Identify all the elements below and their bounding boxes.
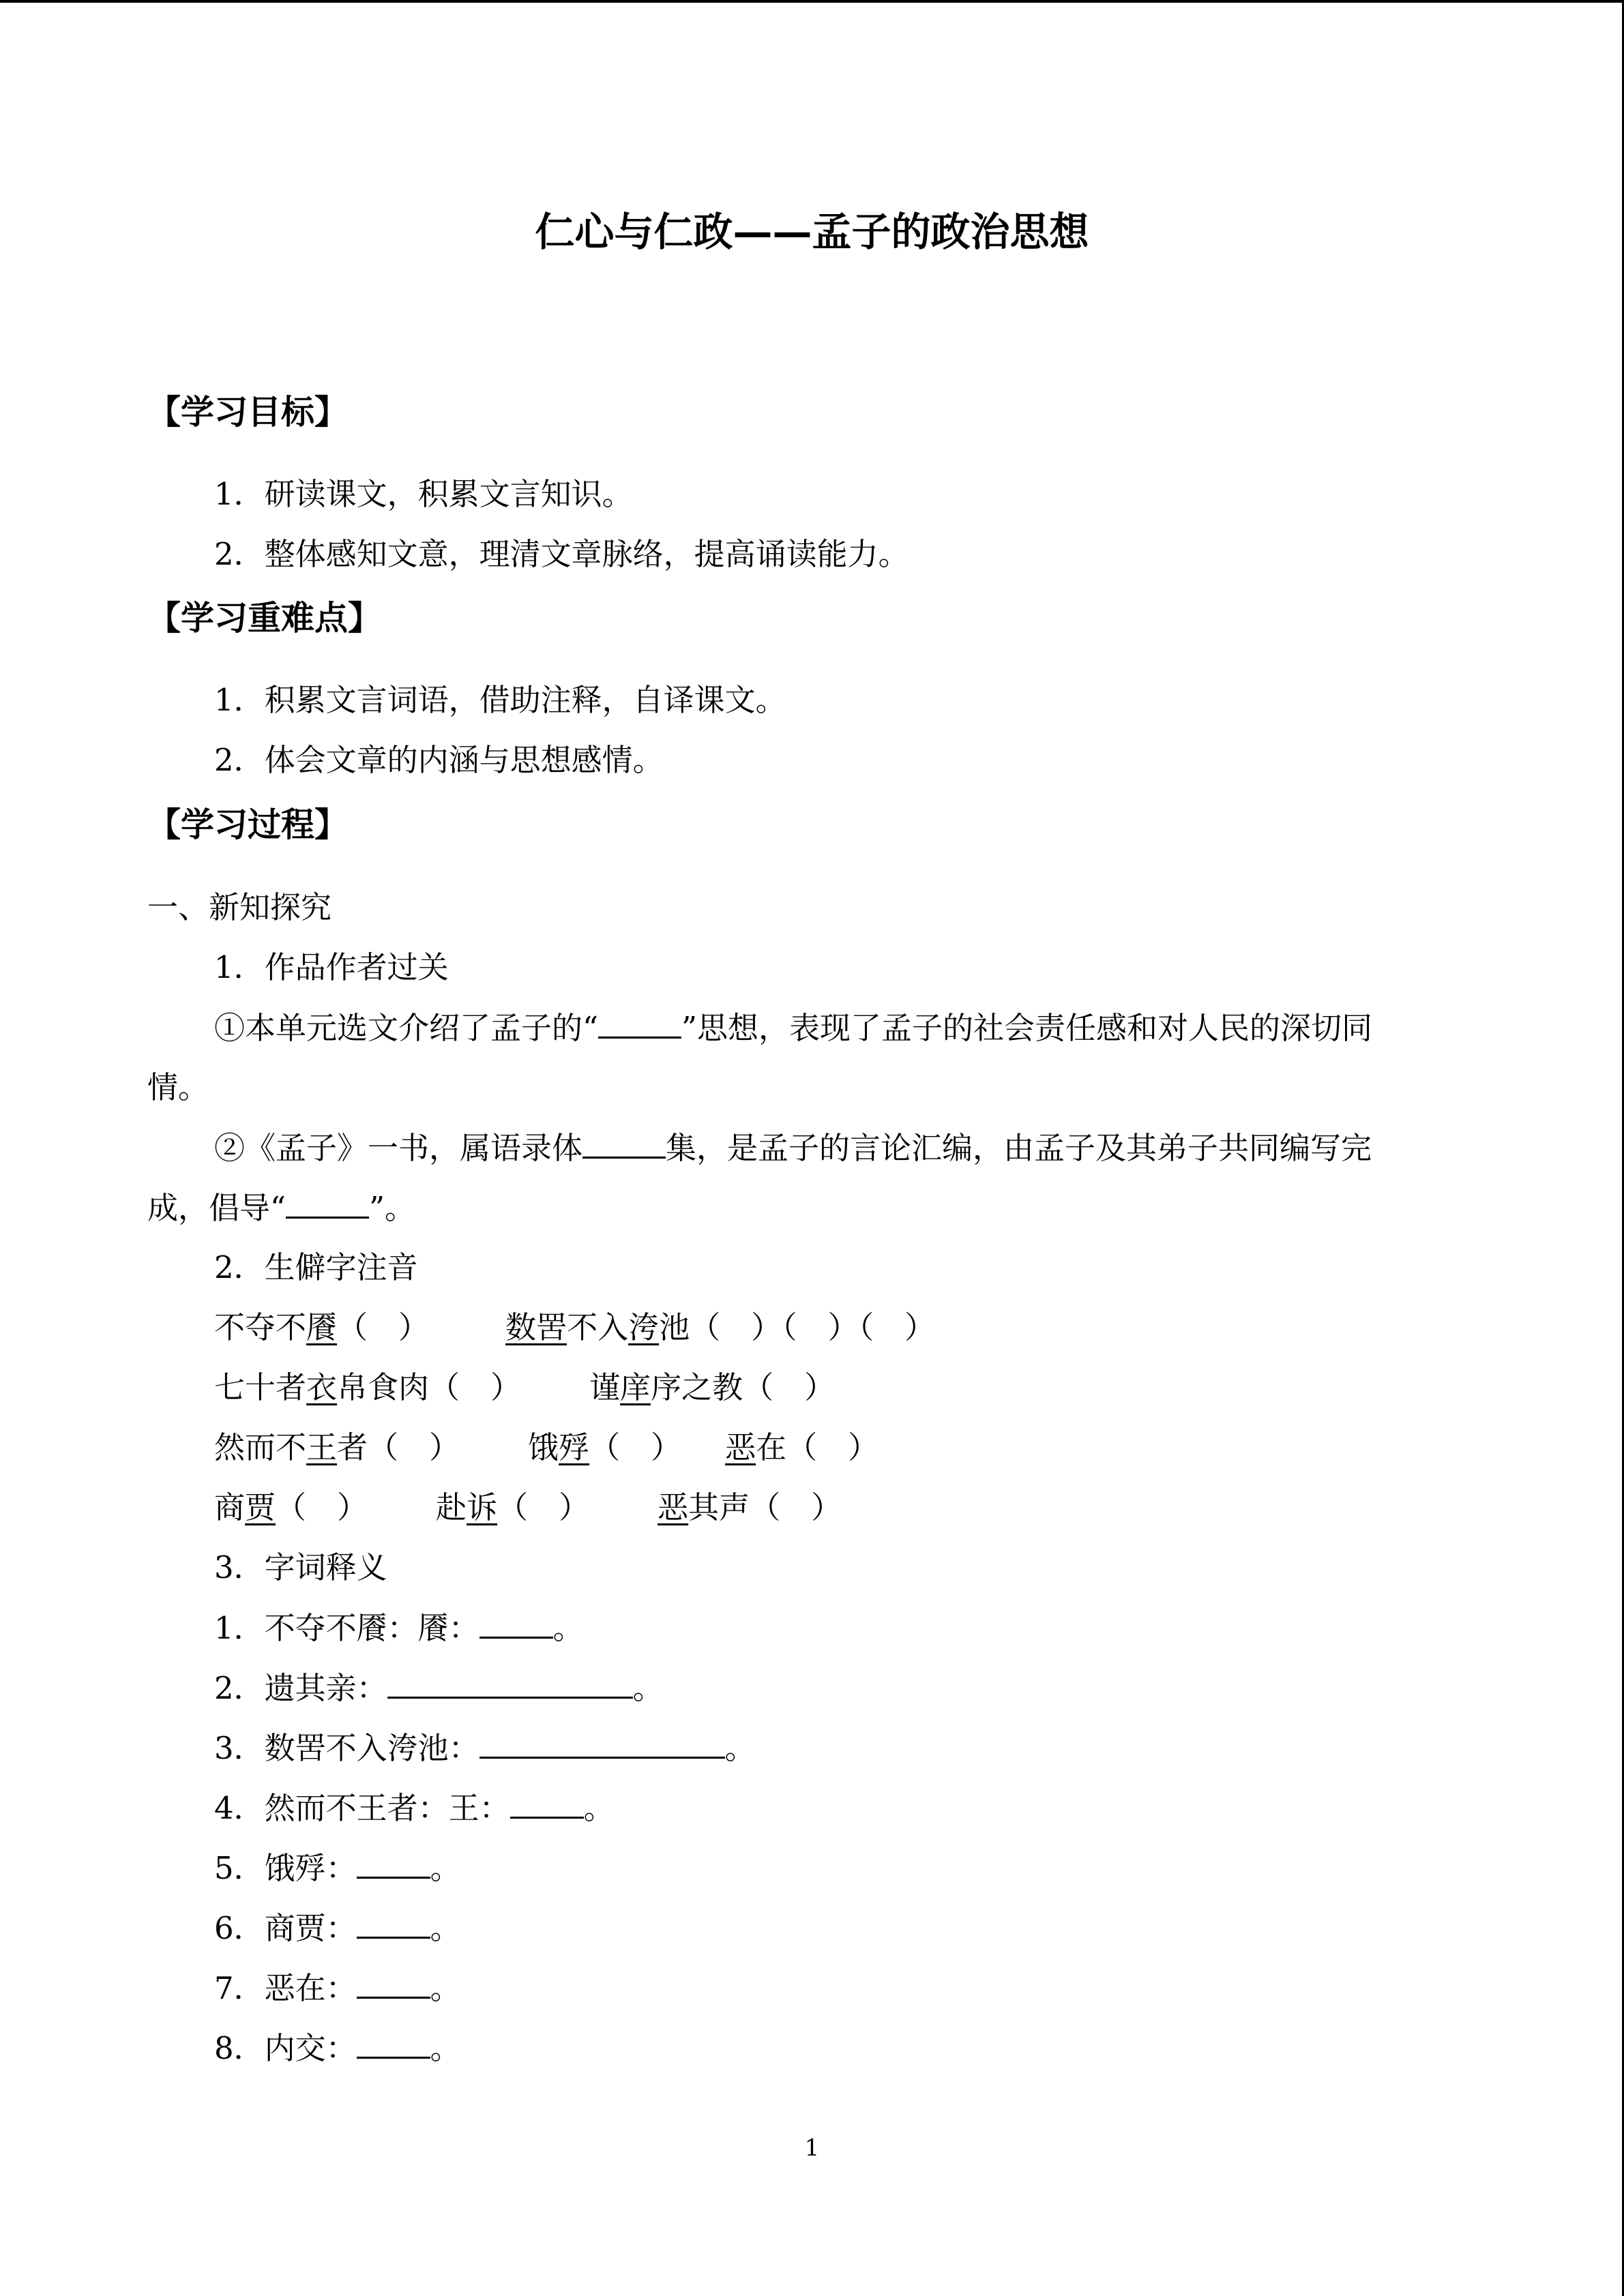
pinyin-answer-paren[interactable]: 帛食肉（ ）: [337, 1369, 522, 1405]
answer-blank[interactable]: [357, 1847, 430, 1879]
question-2-text-d: ”。: [369, 1190, 416, 1226]
subheading-definitions: 3．字词释义: [214, 1549, 387, 1585]
answer-blank[interactable]: [357, 2027, 430, 2059]
answer-blank[interactable]: [357, 1967, 430, 1999]
pinyin-row-3: [214, 1427, 879, 1469]
definition-item-4: [214, 1787, 615, 1830]
definition-item-1: [214, 1607, 584, 1650]
period: 。: [430, 1910, 461, 1946]
definition-prompt: 1．不夺不餍：餍：: [214, 1610, 479, 1646]
subheading-pinyin: 2．生僻字注音: [214, 1249, 418, 1285]
pinyin-row-4: [214, 1487, 842, 1529]
pinyin-row-2: [214, 1367, 835, 1409]
answer-blank[interactable]: [598, 1007, 681, 1039]
pinyin-answer-paren[interactable]: 其声（ ）: [688, 1489, 842, 1525]
definition-item-2: [214, 1667, 664, 1710]
answer-blank[interactable]: [387, 1667, 633, 1699]
definition-prompt: 7．恶在：: [214, 1970, 357, 2006]
definition-item-7: [214, 1967, 461, 2010]
pinyin-target-char: 王: [306, 1429, 338, 1465]
question-2-line-1: [214, 1127, 1372, 1169]
page-title: 仁心与仁政——孟子的政治思想: [535, 209, 1089, 255]
key-point-item-2: 2．体会文章的内涵与思想感情。: [214, 742, 664, 778]
pinyin-answer-paren[interactable]: （ ）: [589, 1429, 682, 1465]
pinyin-text: 赴: [436, 1489, 467, 1525]
question-2-text-b: 集，是孟子的言论汇编，由孟子及其弟子共同编写完: [666, 1130, 1372, 1166]
pinyin-target-char: 庠: [620, 1369, 651, 1405]
answer-blank[interactable]: [582, 1127, 666, 1159]
pinyin-text: 商: [214, 1489, 246, 1525]
section-heading-goals: 【学习目标】: [147, 393, 349, 432]
pinyin-target-char: 殍: [559, 1429, 590, 1465]
pinyin-target-char: 恶: [658, 1489, 689, 1525]
question-2-line-2: [147, 1187, 415, 1229]
pinyin-text: 然而不: [214, 1429, 307, 1465]
pinyin-answer-paren[interactable]: （ ）: [497, 1489, 590, 1525]
question-1-text-a: ①本单元选文介绍了孟子的“: [214, 1010, 599, 1046]
pinyin-answer-paren[interactable]: 序之教（ ）: [651, 1369, 836, 1405]
goal-item-1: 1．研读课文，积累文言知识。: [214, 476, 633, 512]
pinyin-text: 不入: [567, 1309, 629, 1345]
period: 。: [724, 1730, 756, 1766]
question-1-line-2: 情。: [147, 1069, 209, 1105]
period: 。: [583, 1790, 615, 1826]
definition-item-5: [214, 1847, 461, 1890]
pinyin-text: 谨: [589, 1369, 621, 1405]
pinyin-target-char: 贾: [245, 1489, 276, 1525]
definition-prompt: 5．饿殍：: [214, 1850, 357, 1886]
definition-item-6: [214, 1907, 461, 1950]
definition-prompt: 8．内交：: [214, 2030, 357, 2066]
question-1-text-b: ”思想，表现了孟子的社会责任感和对人民的深切同: [681, 1010, 1373, 1046]
pinyin-text: 不夺不: [214, 1309, 307, 1345]
definition-prompt: 6．商贾：: [214, 1910, 357, 1946]
definition-prompt: 3．数罟不入洿池：: [214, 1730, 479, 1766]
subheading-author: 1．作品作者过关: [214, 949, 449, 985]
pinyin-target-char: 衣: [306, 1369, 338, 1405]
pinyin-answer-paren[interactable]: （ ）: [337, 1309, 430, 1345]
question-2-text-a: ②《孟子》一书，属语录体: [214, 1130, 583, 1166]
goal-item-2: 2．整体感知文意，理清文章脉络，提高诵读能力。: [214, 536, 909, 572]
definition-prompt: 2．遗其亲：: [214, 1670, 387, 1706]
period: 。: [430, 1850, 461, 1886]
pinyin-answer-paren[interactable]: 池（ ）（ ）（ ）: [659, 1309, 936, 1345]
definition-item-8: [214, 2027, 461, 2070]
pinyin-target-char: 数罟: [505, 1309, 567, 1345]
pinyin-answer-paren[interactable]: 者（ ）: [337, 1429, 460, 1465]
section-heading-key-points: 【学习重难点】: [147, 599, 382, 638]
period: 。: [632, 1670, 664, 1706]
question-2-text-c: 成，倡导“: [147, 1190, 286, 1226]
page-number: 1: [804, 2134, 820, 2162]
period: 。: [430, 2030, 461, 2066]
page-top-border: [0, 0, 1624, 3]
section-heading-process: 【学习过程】: [147, 805, 349, 844]
definition-prompt: 4．然而不王者：王：: [214, 1790, 510, 1826]
definition-item-3: [214, 1727, 756, 1770]
question-1-line-1: [214, 1007, 1372, 1049]
pinyin-text: 七十者: [214, 1369, 307, 1405]
pinyin-row-1: [214, 1307, 935, 1349]
key-point-item-1: 1．积累文言词语，借助注释，自译课文。: [214, 682, 786, 718]
part-heading-new-knowledge: 一、新知探究: [147, 889, 332, 925]
answer-blank[interactable]: [479, 1607, 553, 1639]
pinyin-target-char: 餍: [306, 1309, 338, 1345]
pinyin-target-char: 洿: [628, 1309, 660, 1345]
pinyin-target-char: 诉: [467, 1489, 498, 1525]
pinyin-target-char: 恶: [725, 1429, 756, 1465]
answer-blank[interactable]: [286, 1187, 369, 1219]
answer-blank[interactable]: [479, 1727, 725, 1759]
period: 。: [552, 1610, 584, 1646]
pinyin-text: 饿: [528, 1429, 559, 1465]
answer-blank[interactable]: [510, 1787, 584, 1819]
answer-blank[interactable]: [357, 1907, 430, 1939]
pinyin-answer-paren[interactable]: （ ）: [276, 1489, 368, 1525]
pinyin-answer-paren[interactable]: 在（ ）: [756, 1429, 879, 1465]
period: 。: [430, 1970, 461, 2006]
